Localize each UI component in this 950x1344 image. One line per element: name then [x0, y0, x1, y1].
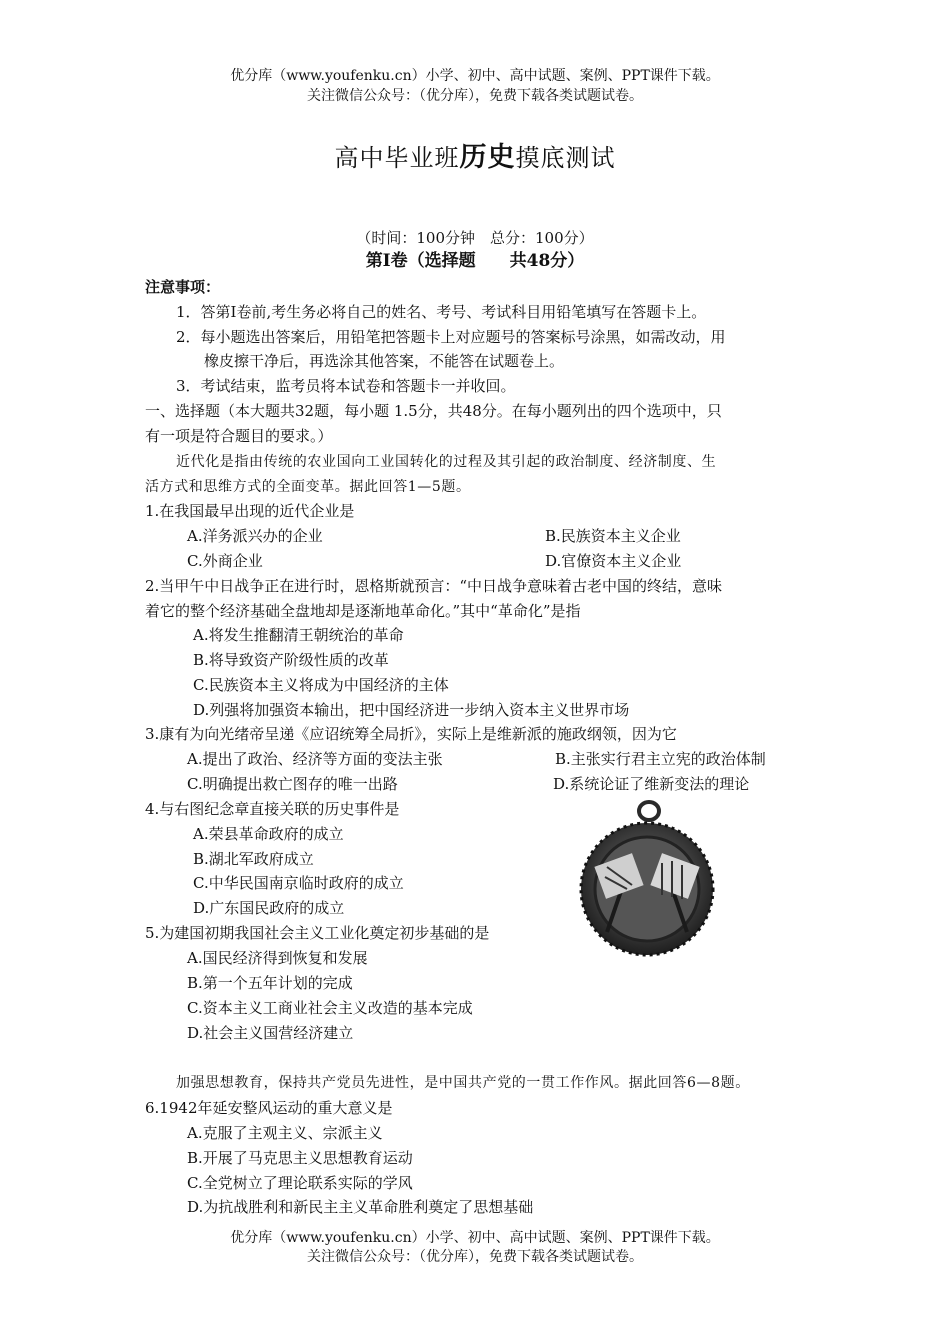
question-stem: 4.与右图纪念章直接关联的历史事件是 — [145, 800, 400, 818]
header-line-2: 关注微信公众号：（优分库），免费下载各类试题试卷。 — [307, 88, 643, 104]
passage-line: 加强思想教育，保持共产党员先进性，是中国共产党的一贯工作作风。据此回答6—8题。 — [176, 1075, 750, 1091]
question-stem: 2.当甲午中日战争正在进行时，恩格斯就预言：“中日战争意味着古老中国的终结，意味 — [145, 577, 722, 595]
header-line-1: 优分库（www.youfenku.cn）小学、初中、高中试题、案例、PPT课件下载。 — [230, 68, 720, 84]
option-d: D.官僚资本主义企业 — [545, 552, 682, 570]
notice-item: 1．答第Ⅰ卷前,考生务必将自己的姓名、考号、考试科目用铅笔填写在答题卡上。 — [176, 303, 707, 321]
option-a: A.洋务派兴办的企业 — [187, 527, 323, 545]
option-b: B.民族资本主义企业 — [545, 527, 681, 545]
question-stem: 3.康有为向光绪帝呈递《应诏统筹全局折》，实际上是维新派的施政纲领，因为它 — [145, 725, 677, 743]
question-stem: 6.1942年延安整风运动的重大意义是 — [145, 1099, 393, 1117]
section-title: 第Ⅰ卷（选择题 共48分） — [365, 251, 585, 271]
option-a: A.将发生推翻清王朝统治的革命 — [193, 626, 404, 644]
page-title: 高中毕业班历史摸底测试 — [334, 142, 616, 173]
option-c: C.中华民国南京临时政府的成立 — [193, 874, 404, 892]
option-d: D.广东国民政府的成立 — [193, 899, 345, 917]
notice-item: 2．每小题选出答案后，用铅笔把答题卡上对应题号的答案标号涂黑，如需改动，用 — [176, 328, 726, 346]
option-c: C.民族资本主义将成为中国经济的主体 — [193, 676, 449, 694]
option-c: C.全党树立了理论联系实际的学风 — [187, 1174, 413, 1192]
notice-item: 3．考试结束，监考员将本试卷和答题卡一并收回。 — [176, 377, 516, 395]
option-b: B.将导致资产阶级性质的改革 — [193, 651, 389, 669]
option-c: C.明确提出救亡图存的唯一出路 — [187, 775, 398, 793]
option-d: D.系统论证了维新变法的理论 — [553, 775, 750, 793]
option-d: D.社会主义国营经济建立 — [187, 1024, 354, 1042]
question-stem: 1.在我国最早出现的近代企业是 — [145, 502, 355, 520]
option-b: B.主张实行君主立宪的政治体制 — [555, 750, 766, 768]
option-a: A.荣县革命政府的成立 — [193, 825, 344, 843]
option-c: C.资本主义工商业社会主义改造的基本完成 — [187, 999, 473, 1017]
option-b: B.第一个五年计划的完成 — [187, 974, 353, 992]
question-stem: 5.为建国初期我国社会主义工业化奠定初步基础的是 — [145, 924, 490, 942]
notice-item: 橡皮擦干净后，再选涂其他答案，不能答在试题卷上。 — [204, 352, 565, 370]
option-a: A.国民经济得到恢复和发展 — [187, 949, 368, 967]
instruction-line: 一、选择题（本大题共32题，每小题 1.5分，共48分。在每小题列出的四个选项中，只 — [145, 402, 722, 420]
option-d: D.为抗战胜利和新民主主义革命胜利奠定了思想基础 — [187, 1198, 534, 1216]
passage-line: 活方式和思维方式的全面变革。据此回答1—5题。 — [145, 479, 471, 495]
footer-line-1: 优分库（www.youfenku.cn）小学、初中、高中试题、案例、PPT课件下载。 — [230, 1230, 720, 1246]
passage-line: 近代化是指由传统的农业国向工业国转化的过程及其引起的政治制度、经济制度、生 — [176, 454, 717, 470]
commemorative-medal-icon — [577, 797, 717, 957]
option-c: C.外商企业 — [187, 552, 263, 570]
option-b: B.开展了马克思主义思想教育运动 — [187, 1149, 413, 1167]
footer-line-2: 关注微信公众号：（优分库），免费下载各类试题试卷。 — [307, 1249, 643, 1265]
instruction-line: 有一项是符合题目的要求。） — [145, 427, 333, 445]
time-info: （时间：100分钟 总分：100分） — [356, 229, 594, 247]
option-a: A.克服了主观主义、宗派主义 — [187, 1124, 383, 1142]
question-stem: 着它的整个经济基础全盘地却是逐渐地革命化。”其中“革命化”是指 — [145, 602, 581, 620]
option-b: B.湖北军政府成立 — [193, 850, 314, 868]
option-d: D.列强将加强资本输出，把中国经济进一步纳入资本主义世界市场 — [193, 701, 630, 719]
option-a: A.提出了政治、经济等方面的变法主张 — [187, 750, 443, 768]
notice-heading: 注意事项： — [145, 278, 221, 296]
